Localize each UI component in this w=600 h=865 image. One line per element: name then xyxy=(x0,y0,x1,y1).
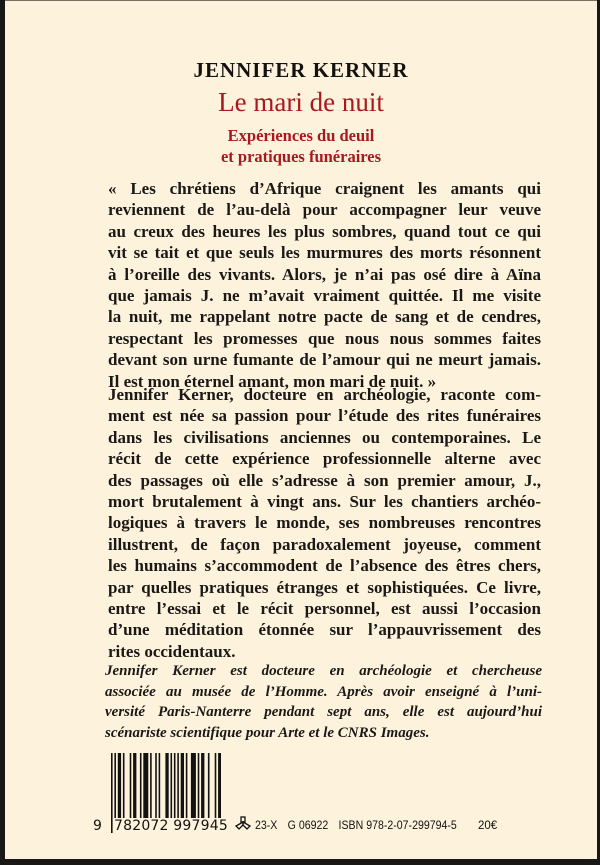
barcode-bar xyxy=(177,753,179,825)
barcode-bar xyxy=(118,753,121,825)
barcode-digits: 782072 997945 xyxy=(114,818,228,834)
description-line: entre l’essai et le récit personnel, est aussi l’occasion xyxy=(108,599,541,619)
barcode-bar xyxy=(133,753,136,825)
barcode-bar xyxy=(174,753,176,825)
quote-line: que jamais J. ne m’avait vraiment quittée. Il me visite xyxy=(108,286,541,306)
catalog-codes xyxy=(255,820,464,832)
subtitle-line: et pratiques funéraires xyxy=(220,147,382,166)
code-b: G 06922 xyxy=(287,820,329,832)
description-line: des passages où elle s’adresse à son premier amour, J., xyxy=(108,470,541,490)
isbn-text: ISBN 978-2-07-299794-5 xyxy=(338,820,457,832)
barcode-bar xyxy=(171,753,173,825)
barcode-bar xyxy=(159,753,161,825)
quote-line: Il est mon éternel amant, mon mari de nuit. » xyxy=(108,371,437,391)
barcode-bar xyxy=(165,753,168,825)
barcode-bar xyxy=(130,753,132,825)
book-subtitle xyxy=(5,125,597,167)
code-a: 23-X xyxy=(255,820,278,832)
gallimard-logo-icon xyxy=(233,816,253,832)
quote-line: la nuit, me rappelant notre pacte de sang et de cendres, xyxy=(108,307,541,327)
barcode-bar xyxy=(201,753,204,825)
barcode-bar xyxy=(143,753,148,825)
barcode-bar xyxy=(218,753,221,825)
description-line: mort brutalement à vingt ans. Sur les chantiers archéo- xyxy=(108,492,541,512)
book-description xyxy=(108,384,541,662)
quote-line: reviennent de l’au-delà pour accompagner leur veuve xyxy=(108,200,541,220)
book-title: Le mari de nuit xyxy=(218,87,384,117)
barcode-first-digit: 9 xyxy=(93,818,102,834)
description-line: Jennifer Kerner, docteure en archéologie, raconte com- xyxy=(108,385,541,404)
barcode-bar xyxy=(181,753,184,825)
quote-line: à l’oreille des vivants. Alors, je n’ai pas osé dire à Aïna xyxy=(108,264,541,284)
description-line: par quelles pratiques étranges et sophistiquées. Ce livre, xyxy=(108,577,541,597)
description-line: les humains s’accommodent de l’absence des êtres chers, xyxy=(108,556,541,576)
barcode-bar xyxy=(208,753,210,825)
barcode-bar xyxy=(140,753,142,825)
subtitle-line: Expériences du deuil xyxy=(227,126,375,145)
price: 20€ xyxy=(478,820,498,832)
quote-line: vit se tait et que seuls les murmures des morts résonnent xyxy=(108,243,541,263)
barcode-bar xyxy=(123,753,125,825)
barcode-bar xyxy=(150,753,152,825)
barcode-bar xyxy=(186,753,188,825)
barcode-bar xyxy=(191,753,196,825)
quote-line: au creux des heures les plus sombres, quand tout ce qui xyxy=(108,221,541,241)
frame-edge xyxy=(0,859,600,865)
description-line: ment est née sa passion pour l’étude des rites funéraires xyxy=(108,406,541,426)
quote-line: respectant les promesses que nous nous sommes faites xyxy=(108,328,541,348)
description-line: illustrent, de façon paradoxalement joyeuse, comment xyxy=(108,534,541,554)
book-back-cover xyxy=(5,0,597,860)
description-line: récit de cette expérience professionnelle alterne avec xyxy=(108,449,541,469)
quote-line: « Les chrétiens d’Afrique craignent les amants qui xyxy=(108,179,541,198)
bio-line: Jennifer Kerner est docteure en archéologie et chercheuse xyxy=(105,663,542,679)
barcode-bar xyxy=(215,753,217,825)
author-bio xyxy=(105,661,542,743)
barcode-bar xyxy=(198,753,200,825)
description-line: dans les civilisations anciennes ou contemporaines. Le xyxy=(108,427,541,447)
excerpt-quote xyxy=(108,178,541,392)
author-name: JENNIFER KERNER xyxy=(193,58,409,82)
barcode-bar xyxy=(155,753,157,825)
description-line: logiques à travers le monde, ses nombreuses rencontres xyxy=(108,513,541,533)
description-line: rites occidentaux. xyxy=(108,641,236,661)
bio-line: versité Paris-Nanterre pendant sept ans, elle est aujourd’hui xyxy=(105,704,542,720)
quote-line: devant son urne fumante de l’amour qui ne meurt jamais. xyxy=(108,350,541,370)
description-line: d’une méditation étonnée sur l’appauvrissement des xyxy=(108,620,541,640)
bio-line: associée au musée de l’Homme. Après avoir enseigné à l’uni- xyxy=(105,683,542,700)
bio-line: scénariste scientifique pour Arte et le CNRS Images. xyxy=(105,724,430,741)
